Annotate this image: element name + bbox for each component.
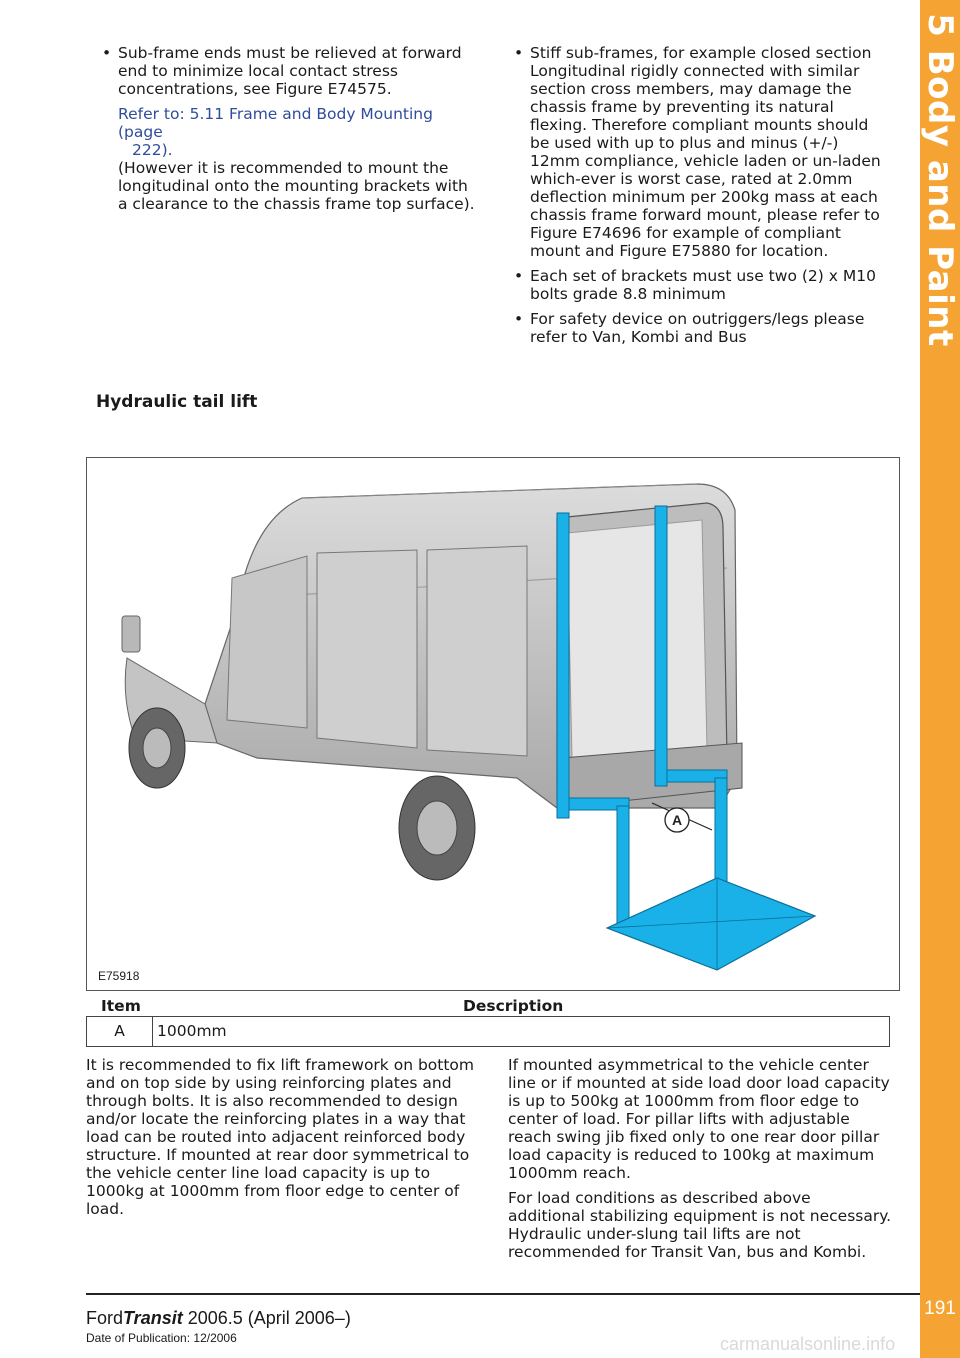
list-item: • Stiff sub-frames, for example closed section Longitudinal rigidly connected with similar section cross members, may damage the chassis frame by preventing its natural flexing. Therefore compliant mounts should be used with up to plus and minus (+/-) 12mm compliance, vehicle laden or un-laden which-ever is worst case, rated at 2.0mm deflection minimum per 200kg mass at each chassis frame forward mount, please refer to Figure E74696 for example of compliant mount and Figure E75880 for location. [514,44,881,260]
watermark: carmanualsonline.info [720,1334,896,1354]
body-right-column [508,1056,892,1268]
lift-platform [607,878,815,970]
list-item: • For safety device on outriggers/legs please refer to Van, Kombi and Bus [514,310,865,346]
table-header-description: Description [463,997,564,1015]
right-column [508,44,892,353]
body-paragraph: For load conditions as described above additional stabilizing equipment is not necessary. Hydraulic under-slung tail lifts are not recommended for Transit Van, bus and Kombi. [508,1189,892,1261]
body-paragraph: If mounted asymmetrical to the vehicle center line or if mounted at side load door load capacity is up to 500kg at 1000mm from floor edge to center of load. For pillar lifts with adjustable reach swing jib fixed only to one rear door pillar load capacity is reduced to 100kg at maximum 1000mm reach. [508,1056,890,1182]
tail-lift-figure [86,457,900,991]
callout-a-label: A [671,812,683,828]
footer-title: FordTransit 2006.5 (April 2006–) [86,1308,351,1328]
list-item: • Sub-frame ends must be relieved at forward end to minimize local contact stress concentrations, see Figure E74575. [102,44,462,98]
bullet-icon: • [514,44,524,62]
cross-reference-link[interactable]: Refer to: 5.11 Frame and Body Mounting (page 222). [118,105,433,159]
publication-date: Date of Publication: 12/2006 [86,1331,237,1345]
left-column [96,44,481,213]
page-number: 191 [924,1298,956,1319]
table-cell-description: 1000mm [157,1022,227,1040]
chapter-title: 5 Body and Paint [920,13,960,347]
van-illustration [87,458,899,990]
table-cell-item: A [87,1017,153,1046]
section-heading: Hydraulic tail lift [96,392,258,412]
mounting-note: (However it is recommended to mount the longitudinal onto the mounting brackets with a clearance to the chassis frame top surface). [118,159,475,213]
chapter-title-tab [920,0,960,360]
table-header-item: Item [101,997,141,1015]
bullet-icon: • [102,44,112,62]
figure-id: E75918 [98,969,140,983]
footer-divider [86,1293,920,1295]
front-wheel [129,708,185,788]
rear-wheel [399,776,475,880]
list-item: • Each set of brackets must use two (2) x M10 bolts grade 8.8 minimum [514,267,876,303]
body-paragraph-left: It is recommended to fix lift framework on bottom and on top side by using reinforcing plates and through bolts. It is also recommended to design and/or locate the reinforcing plates in a way that load can be routed into adjacent reinforced body structure. If mounted at rear door symmetrical to the vehicle center line load capacity is up to 1000kg at 1000mm from floor edge to center of load. [86,1056,474,1218]
bullet-icon: • [514,310,524,328]
table-row [86,1016,890,1047]
bullet-icon: • [514,267,524,285]
